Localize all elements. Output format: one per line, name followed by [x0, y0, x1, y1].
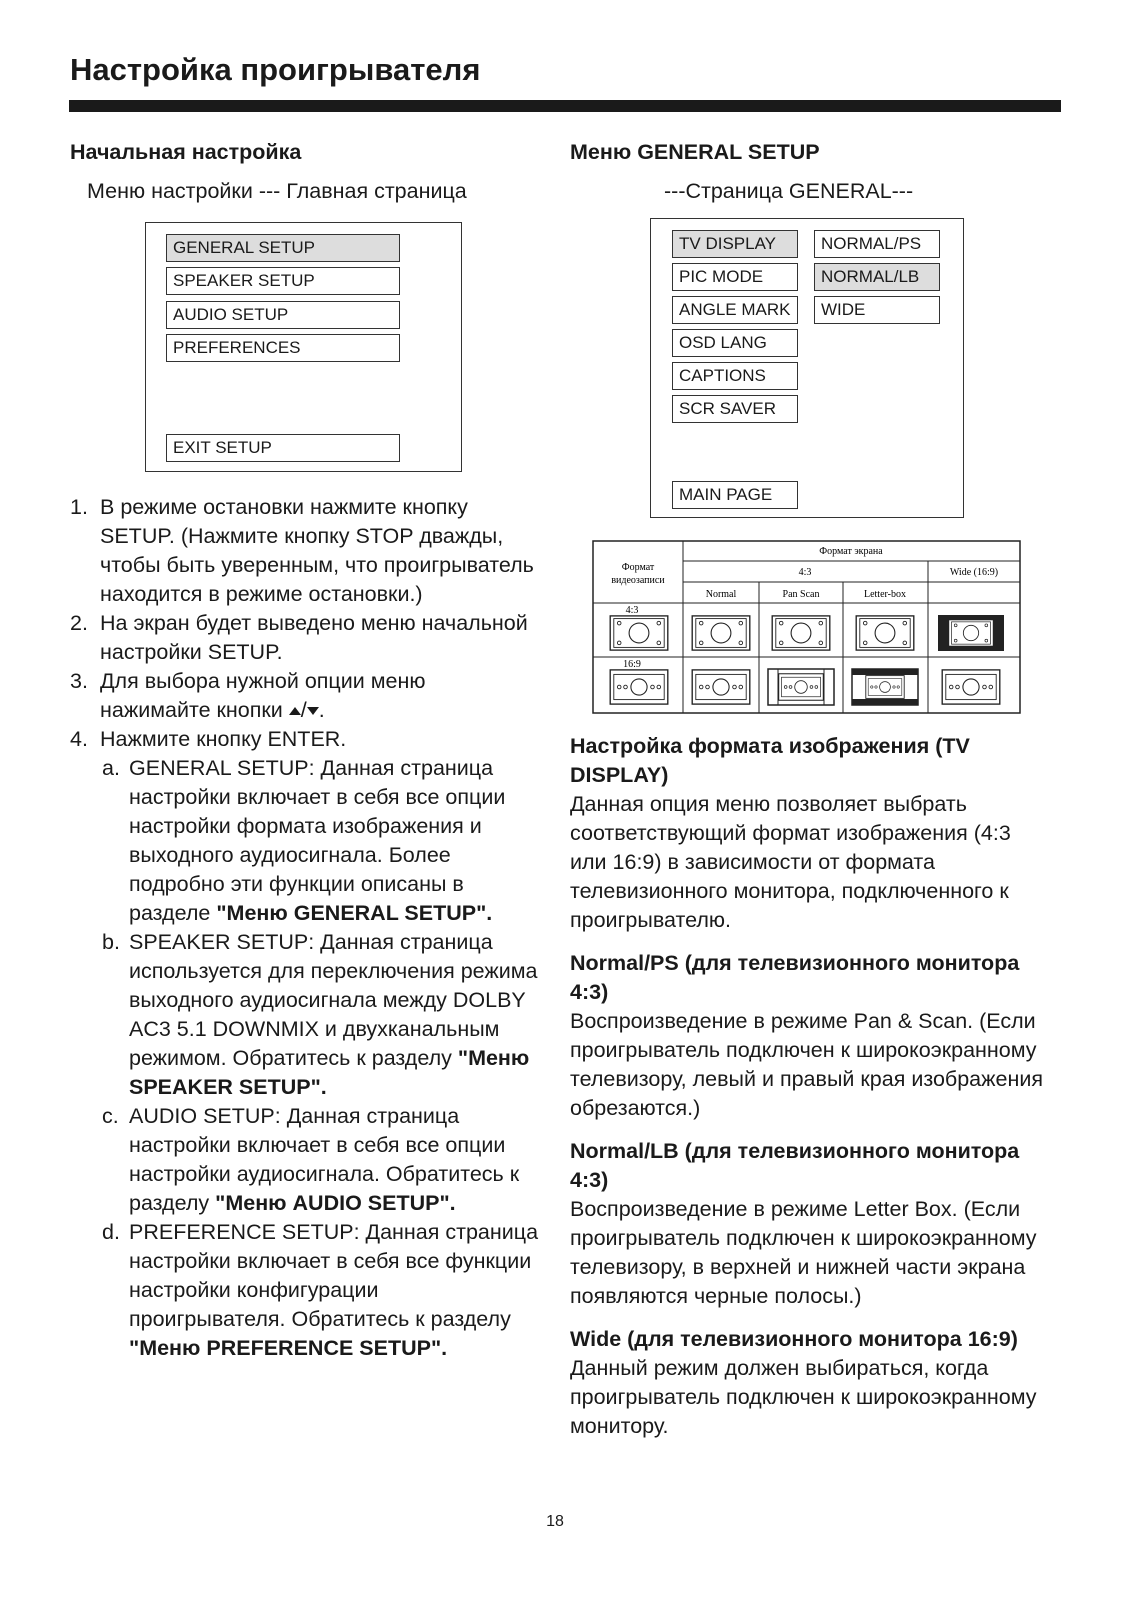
tv-43-source-icon	[610, 616, 668, 650]
section-normal-ps	[570, 949, 1045, 1123]
section-heading: Normal/PS (для телевизионного монитора 4:3)	[570, 951, 1020, 1004]
section-heading: Normal/LB (для телевизионного монитора 4:3)	[570, 1139, 1020, 1192]
up-arrow-icon	[289, 707, 301, 715]
setup-steps	[70, 493, 540, 1363]
menu-item-audio-setup[interactable]: AUDIO SETUP	[166, 301, 400, 329]
table-normal-label: Normal	[705, 589, 737, 600]
tv-display-description	[570, 732, 1045, 1441]
section-wide	[570, 1325, 1045, 1441]
menu-item-scr-saver[interactable]: SCR SAVER	[672, 395, 798, 423]
option-normal-lb[interactable]: NORMAL/LB	[814, 263, 940, 291]
setup-menu-panel	[145, 222, 462, 472]
screen-format-table	[592, 540, 1022, 716]
table-row-header-line2: видеозаписи	[611, 575, 665, 586]
step-4b: b. SPEAKER SETUP: Данная страница используется для переключения режима выходного аудиосигнала между DOLBY AC3 5.1 DOWNMIX и двухканальным режимом. Обратитесь к разделу "Меню SPEAKER SETUP".	[102, 930, 538, 1099]
section-tv-display	[570, 732, 1045, 935]
step-2: 2. На экран будет выведено меню начальной настройки SETUP.	[70, 611, 528, 664]
down-arrow-icon	[307, 707, 319, 715]
table-col-group-label: Формат экрана	[819, 546, 883, 557]
table-ratio-43-label: 4:3	[798, 567, 812, 578]
menu-item-general-setup[interactable]: GENERAL SETUP	[166, 234, 400, 262]
menu-item-tv-display[interactable]: TV DISPLAY	[672, 230, 798, 258]
step-4c: c. AUDIO SETUP: Данная страница настройки включает в себя все опции настройки аудиосигнала. Обратитесь к разделу "Меню AUDIO SETUP".	[102, 1104, 520, 1215]
step-1: 1. В режиме остановки нажмите кнопку SETUP. (Нажмите кнопку STOP дважды, чтобы быть уверенным, что проигрыватель находится в режиме остановки.)	[70, 495, 534, 606]
section-normal-lb	[570, 1137, 1045, 1311]
option-normal-ps[interactable]: NORMAL/PS	[814, 230, 940, 258]
menu-item-speaker-setup[interactable]: SPEAKER SETUP	[166, 267, 400, 295]
table-row-header-line1: Формат	[621, 562, 655, 573]
general-setup-heading: Меню GENERAL SETUP	[570, 140, 820, 164]
table-pan-scan-label: Pan Scan	[782, 589, 820, 600]
table-wide-label: Wide (16:9)	[949, 567, 999, 578]
tv-169-letterbox-icon	[852, 669, 918, 705]
general-menu-panel	[650, 218, 964, 518]
table-row1-label: 4:3	[625, 605, 639, 616]
page-number: 18	[546, 1513, 564, 1530]
menu-item-osd-lang[interactable]: OSD LANG	[672, 329, 798, 357]
tv-43-normal-icon	[692, 616, 750, 650]
section-heading: Настройка формата изображения (TV DISPLAY)	[570, 734, 970, 787]
initial-setup-heading: Начальная настройка	[70, 140, 302, 164]
section-text: Воспроизведение в режиме Letter Box. (Если проигрыватель подключен к широкоэкранному телевизору, в верхней и нижней части экрана появляются черные полосы.)	[570, 1197, 1037, 1308]
setup-menu-subtitle: Меню настройки --- Главная страница	[87, 179, 467, 203]
tv-43-pan-scan-icon	[772, 616, 830, 650]
tv-43-wide-icon	[938, 615, 1004, 651]
section-text: Данный режим должен выбираться, когда проигрыватель подключен к широкоэкранному монитору.	[570, 1356, 1037, 1438]
tv-169-source-icon	[610, 670, 668, 704]
page-title: Настройка проигрывателя	[70, 52, 481, 87]
menu-item-preferences[interactable]: PREFERENCES	[166, 334, 400, 362]
section-heading: Wide (для телевизионного монитора 16:9)	[570, 1327, 1018, 1351]
table-letterbox-label: Letter-box	[863, 589, 907, 600]
step-4: 4. Нажмите кнопку ENTER.	[70, 727, 347, 751]
table-row2-label: 16:9	[623, 659, 641, 670]
option-wide[interactable]: WIDE	[814, 296, 940, 324]
step-4d: d. PREFERENCE SETUP: Данная страница настройки включает в себя все функции настройки конфигурации проигрывателя. Обратитесь к разделу "Меню PREFERENCE SETUP".	[102, 1220, 539, 1360]
menu-item-pic-mode[interactable]: PIC MODE	[672, 263, 798, 291]
tv-43-letterbox-icon	[856, 616, 914, 650]
title-rule	[69, 100, 1061, 112]
menu-item-captions[interactable]: CAPTIONS	[672, 362, 798, 390]
general-page-subtitle: ---Страница GENERAL---	[664, 179, 914, 203]
step-4a: a. GENERAL SETUP: Данная страница настройки включает в себя все опции настройки формата изображения и выходного аудиосигнала. Более подробно эти функции описаны в разделе "Меню GENERAL SETUP".	[102, 756, 506, 925]
tv-169-normal-icon	[692, 670, 750, 704]
step-3: 3. Для выбора нужной опции меню нажимайте кнопки / .	[70, 669, 426, 722]
tv-169-wide-icon	[942, 670, 1000, 704]
menu-item-main-page[interactable]: MAIN PAGE	[672, 481, 798, 509]
section-text: Воспроизведение в режиме Pan & Scan. (Если проигрыватель подключен к широкоэкранному телевизору, левый и правый края изображения обрезаются.)	[570, 1009, 1043, 1120]
menu-item-exit-setup[interactable]: EXIT SETUP	[166, 434, 400, 462]
menu-item-angle-mark[interactable]: ANGLE MARK	[672, 296, 798, 324]
section-text: Данная опция меню позволяет выбрать соответствующий формат изображения (4:3 или 16:9) в зависимости от формата телевизионного монитора, подключенного к проигрывателю.	[570, 792, 1011, 932]
tv-169-pan-scan-icon	[768, 669, 834, 705]
